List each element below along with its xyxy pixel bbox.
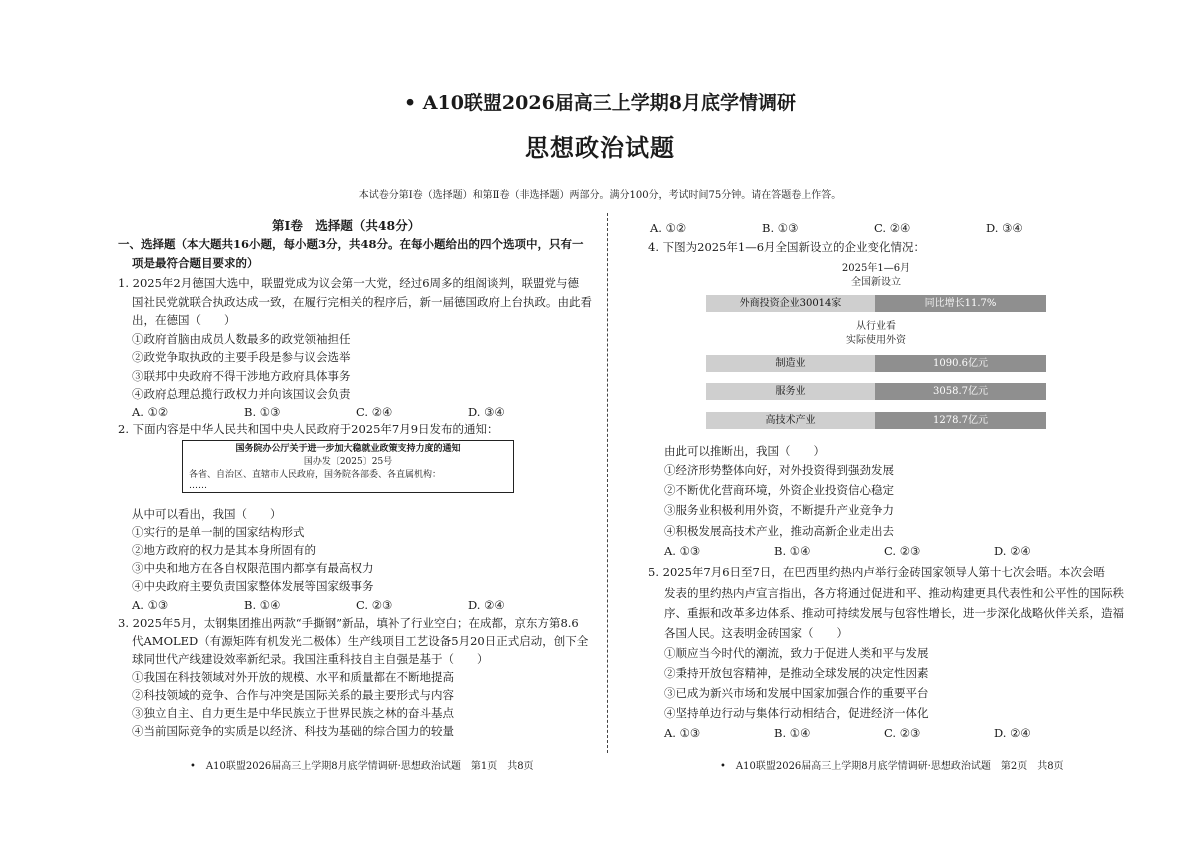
q2-choice-a[interactable]: A. ①③ <box>132 598 169 612</box>
bar-value-high-tech: 1278.7亿元 <box>875 412 1046 429</box>
q3-stem-line3: 球同世代产线建设效率新纪录。我国注重科技自主自强是基于（ ） <box>132 652 489 666</box>
bar-value-services: 3058.7亿元 <box>875 383 1046 400</box>
chart-bar-high-tech <box>706 412 1046 429</box>
q3-option-2: ②科技领域的竞争、合作与冲突是国际关系的最主要形式与内容 <box>132 688 454 702</box>
section-intro-line1: 一、选择题（本大题共16小题，每小题3分，共48分。在每小题给出的四个选项中，只有一 <box>118 237 584 251</box>
q5-stem-line4: 各国人民。这表明金砖国家（ ） <box>664 626 848 640</box>
q3-choice-a[interactable]: A. ①② <box>650 221 687 235</box>
q5-stem-line3: 序、重振和改革多边体系、推动可持续发展与包容性增长，进一步深化战略伙伴关系，造福 <box>664 606 1124 620</box>
q2-option-3: ③中央和地方在各自权限范围内都享有最高权力 <box>132 561 374 575</box>
q2-option-1: ①实行的是单一制的国家结构形式 <box>132 525 305 539</box>
q5-stem-line2: 发表的里约热内卢宣言指出，各方将通过促进和平、推动构建更具代表性和公平性的国际秩 <box>664 586 1124 600</box>
q5-choice-b[interactable]: B. ①④ <box>774 726 811 740</box>
exam-header-title: • A10联盟2026届高三上学期8月底学情调研 <box>403 92 797 114</box>
bar-label-foreign-enterprises: 外商投资企业30014家 <box>706 295 875 312</box>
q4-choice-a[interactable]: A. ①③ <box>664 544 701 558</box>
notice-ellipsis: …… <box>189 481 207 491</box>
q4-stem-line1: 4. 下图为2025年1—6月全国新设立的企业变化情况： <box>648 240 926 254</box>
q5-answer-choices <box>664 724 1031 742</box>
q3-stem-line1: 3. 2025年5月，太钢集团推出两款“手撕钢”新品，填补了行业空白；在成都，京东方第8.6 <box>118 616 579 630</box>
q3-option-3: ③独立自主、自力更生是中华民族立于世界民族之林的奋斗基点 <box>132 706 454 720</box>
q1-choice-b[interactable]: B. ①③ <box>244 405 281 419</box>
notice-title: 国务院办公厅关于进一步加大稳就业政策支持力度的通知 <box>235 444 461 454</box>
q5-choice-d[interactable]: D. ②④ <box>994 726 1031 740</box>
q2-choice-c[interactable]: C. ②③ <box>356 598 393 612</box>
chart-bar-services <box>706 383 1046 400</box>
chart-bar-manufacturing <box>706 355 1046 372</box>
q1-choice-c[interactable]: C. ②④ <box>356 405 393 419</box>
q4-choice-b[interactable]: B. ①④ <box>774 544 811 558</box>
q3-option-1: ①我国在科技领域对外开放的规模、水平和质量都在不断地提高 <box>132 670 454 684</box>
q1-option-2: ②政党争取执政的主要手段是参与议会选举 <box>132 350 351 364</box>
chart-bar-foreign-enterprises <box>706 295 1046 312</box>
column-divider <box>607 213 608 753</box>
bar-label-manufacturing: 制造业 <box>706 355 875 372</box>
bar-value-foreign-enterprises: 同比增长11.7% <box>875 295 1046 312</box>
q3-choice-d[interactable]: D. ③④ <box>986 221 1023 235</box>
q4-answer-choices <box>664 542 1031 560</box>
q1-answer-choices <box>132 403 505 421</box>
q1-option-1: ①政府首脑由成员人数最多的政党领袖担任 <box>132 332 351 346</box>
q3-stem-line2: 代AMOLED（有源矩阵有机发光二极体）生产线项目工艺设备5月20日正式启动，创下全 <box>132 634 589 648</box>
q5-option-1: ①顺应当今时代的潮流，致力于促进人类和平与发展 <box>664 646 929 660</box>
q3-answer-choices <box>650 219 1023 237</box>
q5-option-2: ②秉持开放包容精神，是推动全球发展的决定性因素 <box>664 666 929 680</box>
q2-stem-line2: 从中可以看出，我国（ ） <box>132 507 282 521</box>
q3-choice-c[interactable]: C. ②④ <box>874 221 911 235</box>
q1-stem-line1: 1. 2025年2月德国大选中，联盟党成为议会第一大党，经过6周多的组阁谈判，联盟党与德 <box>118 276 580 290</box>
q1-stem-line3: 出，在德国（ ） <box>132 313 236 327</box>
chart-caption-period: 2025年1—6月 <box>841 263 911 274</box>
q4-choice-c[interactable]: C. ②③ <box>884 544 921 558</box>
q4-option-3: ③服务业积极利用外资，不断提升产业竞争力 <box>664 503 894 517</box>
q3-choice-b[interactable]: B. ①③ <box>762 221 799 235</box>
exam-instructions: 本试卷分第Ⅰ卷（选择题）和第Ⅱ卷（非选择题）两部分。满分100分，考试时间75分钟。请在答题卷上作答。 <box>358 190 842 201</box>
chart-caption-fdi: 实际使用外资 <box>846 335 906 346</box>
q2-choice-d[interactable]: D. ②④ <box>468 598 505 612</box>
chart-caption-new: 全国新设立 <box>851 277 901 288</box>
q2-stem-line1: 2. 下面内容是中华人民共和国中央人民政府于2025年7月9日发布的通知： <box>118 422 499 436</box>
q1-choice-d[interactable]: D. ③④ <box>468 405 505 419</box>
exam-subject-title: 思想政治试题 <box>525 133 675 162</box>
q2-answer-choices <box>132 596 505 614</box>
q4-option-2: ②不断优化营商环境，外资企业投资信心稳定 <box>664 483 894 497</box>
q4-stem-line2: 由此可以推断出，我国（ ） <box>664 444 825 458</box>
q2-option-2: ②地方政府的权力是其本身所固有的 <box>132 543 316 557</box>
q1-stem-line2: 国社民党就联合执政达成一致，在履行完相关的程序后，新一届德国政府上台执政。由此看 <box>132 295 592 309</box>
chart-caption-industry: 从行业看 <box>856 321 896 332</box>
q5-choice-a[interactable]: A. ①③ <box>664 726 701 740</box>
q5-option-4: ④坚持单边行动与集体行动相结合，促进经济一体化 <box>664 706 929 720</box>
government-notice-box <box>182 440 514 493</box>
q1-option-4: ④政府总理总揽行政权力并向该国议会负责 <box>132 387 351 401</box>
q2-choice-b[interactable]: B. ①④ <box>244 598 281 612</box>
q4-option-1: ①经济形势整体向好，对外投资得到强劲发展 <box>664 463 894 477</box>
section-intro-line2: 项是最符合题目要求的） <box>132 256 259 270</box>
q4-choice-d[interactable]: D. ②④ <box>994 544 1031 558</box>
q1-option-3: ③联邦中央政府不得干涉地方政府具体事务 <box>132 369 351 383</box>
notice-recipients: 各省、自治区、直辖市人民政府，国务院各部委、各直属机构： <box>189 470 442 480</box>
q4-option-4: ④积极发展高技术产业，推动高新企业走出去 <box>664 524 894 538</box>
q1-choice-a[interactable]: A. ①② <box>132 405 169 419</box>
bar-label-high-tech: 高技术产业 <box>706 412 875 429</box>
q5-choice-c[interactable]: C. ②③ <box>884 726 921 740</box>
q3-option-4: ④当前国际竞争的实质是以经济、科技为基础的综合国力的较量 <box>132 724 454 738</box>
bar-value-manufacturing: 1090.6亿元 <box>875 355 1046 372</box>
q5-stem-line1: 5. 2025年7月6日至7日，在巴西里约热内卢举行金砖国家领导人第十七次会晤。本次会晤 <box>648 565 1105 579</box>
q2-option-4: ④中央政府主要负责国家整体发展等国家级事务 <box>132 579 374 593</box>
section-title: 第Ⅰ卷 选择题（共48分） <box>272 218 421 233</box>
page-footer-left: • A10联盟2026届高三上学期8月底学情调研·思想政治试题 第1页 共8页 <box>190 761 534 772</box>
bar-label-services: 服务业 <box>706 383 875 400</box>
notice-number: 国办发〔2025〕25号 <box>303 457 393 467</box>
page-footer-right: • A10联盟2026届高三上学期8月底学情调研·思想政治试题 第2页 共8页 <box>720 761 1064 772</box>
q5-option-3: ③已成为新兴市场和发展中国家加强合作的重要平台 <box>664 686 929 700</box>
